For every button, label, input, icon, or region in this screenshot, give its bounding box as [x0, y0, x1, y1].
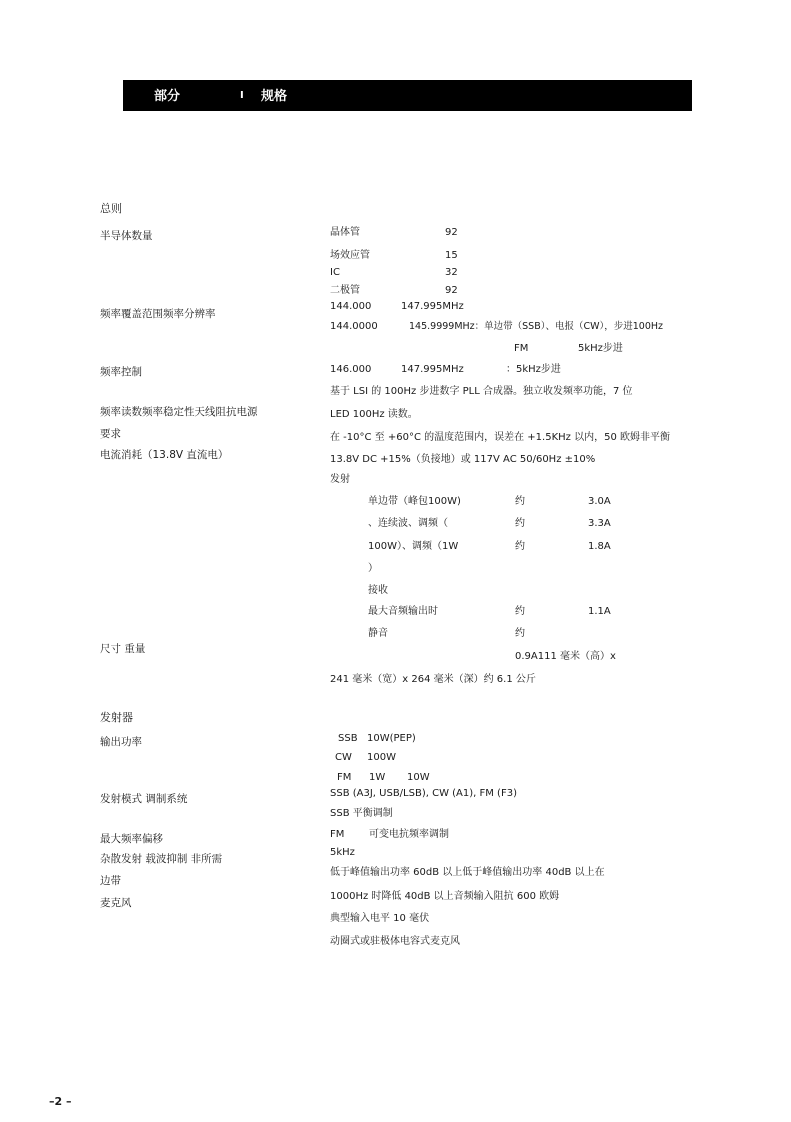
control-end: 147.995MHz	[401, 364, 464, 375]
rx-squelch: 静音	[368, 628, 388, 639]
label-dimensions-weight: 尺寸 重量	[100, 643, 146, 655]
tx-fm: 100W）、调频（1W	[368, 541, 459, 552]
semi-transistor: 晶体管	[330, 227, 360, 238]
label-output-power: 输出功率	[100, 736, 142, 748]
tx-fm-current: 1.8A	[588, 541, 611, 552]
tx-fm-approx: 约	[515, 541, 525, 552]
out-fm-low: 1W	[369, 772, 386, 783]
label-microphone: 麦克风	[100, 897, 132, 909]
tx-ssb: 单边带（峰包100W)	[368, 496, 461, 507]
tx-paren: ）	[368, 563, 378, 574]
power-supply-value: 13.8V DC +15%（负接地）或 117V AC 50/60Hz ±10%	[330, 454, 596, 465]
section-general: 总则	[100, 202, 122, 215]
label-sideband: 边带	[100, 875, 121, 887]
coverage-end: 147.995MHz	[401, 301, 464, 312]
header-part: 部分	[154, 89, 181, 104]
label-spurious-carrier: 杂散发射 载波抑制 非所需	[100, 853, 223, 865]
coverage-fm: FM	[514, 343, 529, 354]
sideband-value: 1000Hz 时降低 40dB 以上音频输入阻抗 600 欧姆	[330, 891, 560, 902]
fm-modulation-type: 可变电抗频率调制	[369, 829, 449, 840]
semi-fet-count: 15	[445, 250, 458, 261]
semi-ic: IC	[330, 267, 340, 278]
control-step: ：5kHz步进	[506, 364, 561, 375]
out-cw: CW	[335, 752, 352, 763]
rx-max-approx: 约	[515, 606, 525, 617]
rx-max-current: 1.1A	[588, 606, 611, 617]
pll-description: 基于 LSI 的 100Hz 步进数字 PLL 合成器。独立收发频率功能，7 位	[330, 386, 633, 397]
label-freq-coverage: 频率覆盖范围频率分辨率	[100, 308, 216, 320]
tx-heading: 发射	[330, 474, 350, 485]
semi-transistor-count: 92	[445, 227, 458, 238]
squelch-dims-value: 0.9A111 毫米（高）x	[515, 651, 616, 662]
semi-diode: 二极管	[330, 285, 360, 296]
semi-diode-count: 92	[445, 285, 458, 296]
label-requirements: 要求	[100, 428, 121, 440]
spurious-value: 低于峰值输出功率 60dB 以上低于峰值输出功率 40dB 以上在	[330, 867, 605, 878]
page-number: –2 –	[49, 1095, 72, 1108]
tx-cw-approx: 约	[515, 518, 525, 529]
rx-squelch-approx: 约	[515, 628, 525, 639]
tx-ssb-approx: 约	[515, 496, 525, 507]
mic-type: 动圈式或驻极体电容式麦克风	[330, 936, 460, 947]
led-readout: LED 100Hz 读数。	[330, 409, 418, 420]
section-transmitter: 发射器	[100, 711, 133, 724]
label-max-deviation: 最大频率偏移	[100, 833, 163, 845]
rx-max: 最大音频输出时	[368, 606, 438, 617]
header-bar	[123, 80, 692, 111]
mic-level: 典型输入电平 10 毫伏	[330, 913, 430, 924]
coverage-start: 144.000	[330, 301, 372, 312]
emission-value: SSB (A3J, USB/LSB), CW (A1), FM (F3)	[330, 788, 517, 799]
header-separator: I	[240, 90, 244, 101]
out-ssb-value: 10W(PEP)	[367, 733, 416, 744]
rx-heading: 接收	[368, 585, 388, 596]
tx-cw: 、连续波、调频（	[368, 518, 448, 529]
label-readout-stability: 频率读数频率稳定性天线阻抗电源	[100, 406, 258, 418]
out-fm-high: 10W	[407, 772, 430, 783]
out-ssb: SSB	[338, 733, 358, 744]
stability-value: 在 -10°C 至 +60°C 的温度范围内，误差在 +1.5KHz 以内，50 欧姆非平衡	[330, 432, 670, 443]
coverage-res-start: 144.0000	[330, 321, 378, 332]
fm-modulation-mode: FM	[330, 829, 345, 840]
coverage-fm-step: 5kHz步进	[578, 343, 623, 354]
ssb-modulation: SSB 平衡调制	[330, 808, 393, 819]
header-title: 规格	[261, 89, 288, 104]
semi-ic-count: 32	[445, 267, 458, 278]
dimensions-value: 241 毫米（宽）x 264 毫米（深）约 6.1 公斤	[330, 674, 536, 685]
coverage-res-detail: 145.9999MHz：单边带（SSB）、电报（CW），步进100Hz	[409, 321, 664, 332]
label-freq-control: 频率控制	[100, 366, 142, 378]
out-fm: FM	[337, 772, 352, 783]
label-semiconductors: 半导体数量	[100, 230, 153, 242]
control-start: 146.000	[330, 364, 372, 375]
label-current-drain: 电流消耗（13.8V 直流电）	[100, 449, 229, 461]
semi-fet: 场效应管	[330, 250, 370, 261]
out-cw-value: 100W	[367, 752, 396, 763]
tx-ssb-current: 3.0A	[588, 496, 611, 507]
deviation-value: 5kHz	[330, 847, 355, 858]
tx-cw-current: 3.3A	[588, 518, 611, 529]
label-emission-modulation: 发射模式 调制系统	[100, 793, 188, 805]
